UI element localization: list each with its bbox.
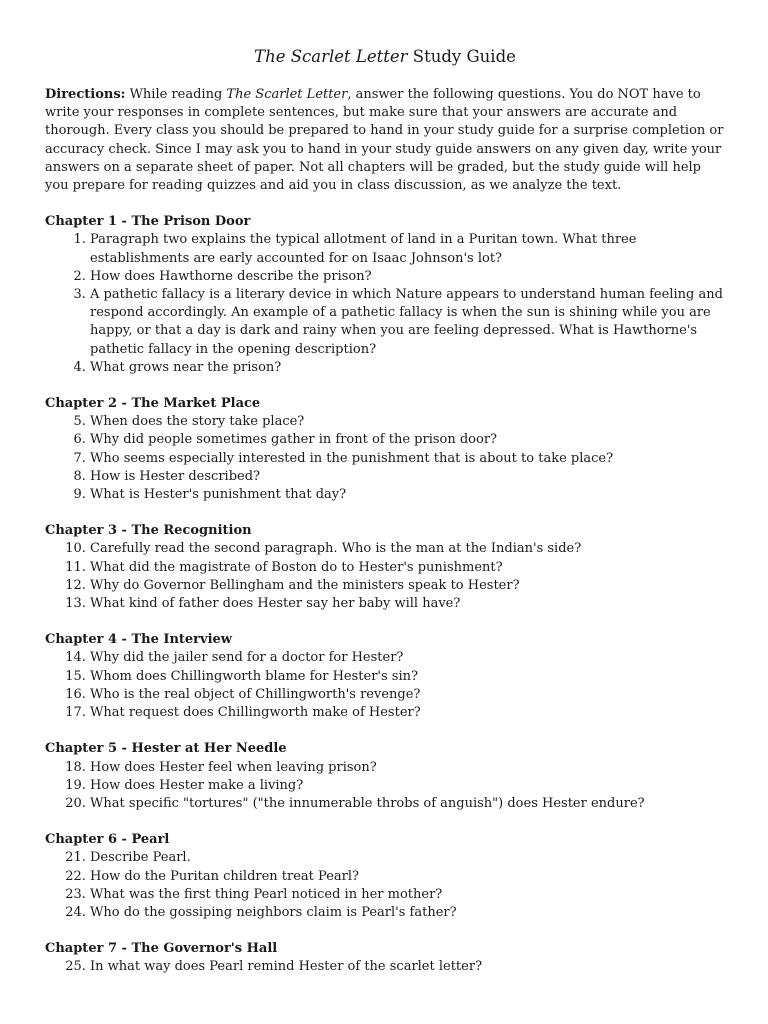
- question-number: 25.: [65, 959, 90, 975]
- question-number: 10.: [65, 541, 90, 557]
- question-text: Why do Governor Bellingham and the ministers speak to Hester?: [90, 577, 520, 593]
- question-number: 7.: [73, 450, 90, 466]
- question-text: Who do the gossiping neighbors claim is Pearl's father?: [90, 904, 457, 920]
- question-text: What kind of father does Hester say her baby will have?: [90, 596, 461, 612]
- question-item: [45, 359, 725, 377]
- question-item: [45, 431, 725, 449]
- question-item: [45, 268, 725, 286]
- question-text: In what way does Pearl remind Hester of the scarlet letter?: [90, 959, 483, 975]
- question-number: 16.: [65, 686, 90, 702]
- directions-label: Directions:: [45, 87, 126, 102]
- question-item: [45, 795, 725, 813]
- directions-paragraph: [45, 86, 725, 195]
- question-number: 2.: [73, 268, 90, 284]
- chapter-section: [45, 395, 725, 504]
- chapter-heading: Chapter 5 - Hester at Her Needle: [45, 741, 287, 757]
- question-list: [45, 413, 725, 504]
- study-guide-page: [45, 46, 725, 995]
- chapter-heading: Chapter 6 - Pearl: [45, 832, 170, 848]
- question-number: 14.: [65, 650, 90, 666]
- question-number: 1.: [73, 232, 90, 248]
- question-item: [45, 777, 725, 795]
- question-number: 3.: [73, 287, 90, 303]
- question-text: How do the Puritan children treat Pearl?: [90, 868, 359, 884]
- question-text: What did the magistrate of Boston do to Hester's punishment?: [90, 559, 503, 575]
- question-text: What specific "tortures" ("the innumerable throbs of anguish") does Hester endure?: [90, 795, 645, 811]
- question-list: [45, 958, 725, 976]
- question-text: A pathetic fallacy is a literary device in which Nature appears to understand human feeling and respond accordingly. An example of a pathetic fallacy is when the sun is shining while you are happy, or that a day is dark and rainy when you are feeling depressed. What is Hawthorne's pathetic fallacy in the opening description?: [90, 287, 723, 357]
- question-text: Who seems especially interested in the punishment that is about to take place?: [90, 450, 614, 466]
- question-text: How does Hester make a living?: [90, 777, 304, 793]
- question-item: [45, 231, 725, 267]
- question-item: [45, 595, 725, 613]
- question-number: 4.: [73, 359, 90, 375]
- question-text: Why did the jailer send for a doctor for Hester?: [90, 650, 404, 666]
- question-number: 20.: [65, 795, 90, 811]
- question-item: [45, 868, 725, 886]
- question-item: [45, 958, 725, 976]
- question-text: Paragraph two explains the typical allotment of land in a Puritan town. What three establishments are early accounted for on Isaac Johnson's lot?: [90, 232, 637, 266]
- question-text: How does Hester feel when leaving prison?: [90, 759, 377, 775]
- question-number: 13.: [65, 596, 90, 612]
- question-number: 21.: [65, 850, 90, 866]
- question-item: [45, 577, 725, 595]
- question-item: [45, 759, 725, 777]
- chapter-list: [45, 213, 725, 976]
- title-suffix: Study Guide: [407, 47, 516, 66]
- question-number: 22.: [65, 868, 90, 884]
- question-item: [45, 686, 725, 704]
- question-text: Describe Pearl.: [90, 850, 191, 866]
- chapter-heading: Chapter 4 - The Interview: [45, 632, 232, 648]
- question-item: [45, 468, 725, 486]
- directions-text-1: While reading: [125, 87, 227, 102]
- question-item: [45, 668, 725, 686]
- directions-text-2: , answer the following questions. You do NOT have to write your responses in complete sentences, but make sure that your answers are accurate and thorough. Every class you should be prepared to hand in your study guide for a surprise completion or accuracy check. Since I may ask you to hand in your study guide answers on any given day, write your answers on a separate sheet of paper. Not all chapters will be graded, but the study guide will help you prepare for reading quizzes and aid you in class discussion, as we analyze the text.: [45, 87, 724, 194]
- question-number: 15.: [65, 668, 90, 684]
- question-text: How does Hawthorne describe the prison?: [90, 268, 372, 284]
- question-text: Carefully read the second paragraph. Who is the man at the Indian's side?: [90, 541, 582, 557]
- question-item: [45, 450, 725, 468]
- title-book-name: The Scarlet Letter: [254, 47, 408, 66]
- chapter-heading: Chapter 1 - The Prison Door: [45, 214, 251, 230]
- question-item: [45, 886, 725, 904]
- question-number: 12.: [65, 577, 90, 593]
- chapter-section: [45, 940, 725, 976]
- chapter-heading: Chapter 7 - The Governor's Hall: [45, 941, 278, 957]
- question-item: [45, 904, 725, 922]
- chapter-section: [45, 631, 725, 722]
- question-number: 18.: [65, 759, 90, 775]
- question-text: What was the first thing Pearl noticed in her mother?: [90, 886, 443, 902]
- question-number: 11.: [65, 559, 90, 575]
- directions-book-name: The Scarlet Letter: [226, 87, 348, 102]
- question-text: When does the story take place?: [90, 414, 305, 430]
- chapter-section: [45, 740, 725, 813]
- question-text: What grows near the prison?: [90, 359, 282, 375]
- question-list: [45, 649, 725, 722]
- question-text: Whom does Chillingworth blame for Hester's sin?: [90, 668, 418, 684]
- question-list: [45, 231, 725, 377]
- chapter-heading: Chapter 2 - The Market Place: [45, 396, 261, 412]
- chapter-section: [45, 831, 725, 922]
- question-number: 5.: [73, 414, 90, 430]
- question-item: [45, 486, 725, 504]
- question-number: 9.: [73, 487, 90, 503]
- question-number: 19.: [65, 777, 90, 793]
- page-title: [45, 46, 725, 68]
- question-number: 6.: [73, 432, 90, 448]
- chapter-section: [45, 213, 725, 377]
- question-number: 8.: [73, 468, 90, 484]
- question-list: [45, 759, 725, 814]
- question-item: [45, 649, 725, 667]
- question-text: Why did people sometimes gather in front of the prison door?: [90, 432, 498, 448]
- question-item: [45, 286, 725, 359]
- question-item: [45, 413, 725, 431]
- question-item: [45, 559, 725, 577]
- question-text: What is Hester's punishment that day?: [90, 487, 347, 503]
- question-number: 17.: [65, 705, 90, 721]
- question-number: 24.: [65, 904, 90, 920]
- question-text: Who is the real object of Chillingworth's revenge?: [90, 686, 421, 702]
- question-number: 23.: [65, 886, 90, 902]
- question-text: What request does Chillingworth make of Hester?: [90, 705, 421, 721]
- chapter-section: [45, 522, 725, 613]
- question-list: [45, 540, 725, 613]
- question-text: How is Hester described?: [90, 468, 260, 484]
- question-item: [45, 540, 725, 558]
- question-item: [45, 849, 725, 867]
- question-item: [45, 704, 725, 722]
- question-list: [45, 849, 725, 922]
- chapter-heading: Chapter 3 - The Recognition: [45, 523, 252, 539]
